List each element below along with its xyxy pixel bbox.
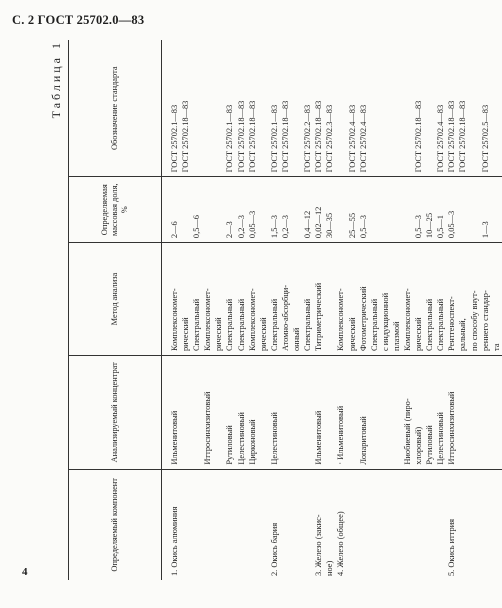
table-cell-line <box>202 181 213 238</box>
table-cell-line: · Ильменитовый <box>336 405 346 465</box>
table-cell-line: 3. Железо (закис- <box>314 514 324 576</box>
table-cell-line: Атомно-абсорбци- <box>280 284 290 351</box>
table-cell-line <box>469 360 480 465</box>
table-cell-line: онный <box>292 327 302 351</box>
table-cell-line <box>291 360 302 465</box>
table-cell-line: 25—55 <box>347 212 357 239</box>
table-cell-line <box>391 360 402 465</box>
table-cell-line: ГОСТ 25702.18—83 <box>181 100 191 173</box>
table-cell-line <box>191 44 202 172</box>
rotated-table-block <box>49 34 501 580</box>
table-cell-line <box>180 360 191 465</box>
table-cell-line <box>391 44 402 172</box>
table-cell-line: 30—35 <box>325 212 335 239</box>
table-cell-line <box>358 474 369 576</box>
table-cell-line <box>457 474 468 576</box>
table-cell-line: Комплексономет- <box>170 288 179 351</box>
table-cell-line: Комплексономет- <box>247 288 257 351</box>
table-cell-line <box>347 360 358 465</box>
table-cell-line: 0,2—3 <box>236 215 246 239</box>
table-cell-line <box>402 474 413 576</box>
table-cell-line: с индукционной <box>380 292 390 351</box>
table-cell-line <box>302 360 313 465</box>
table-cell-line <box>491 44 502 172</box>
table-cell-line: 0,05—3 <box>447 210 457 239</box>
table-cell-line: 1. Окись алюминия <box>170 506 179 576</box>
table-cell-line <box>291 474 302 576</box>
table-cell-line <box>280 360 291 465</box>
table-cell-line <box>258 181 269 238</box>
column-concentrate <box>162 356 502 470</box>
column-method <box>162 243 502 356</box>
table-cell-line: ГОСТ 25702.1—83 <box>225 104 235 173</box>
table-cell-line: рический <box>258 317 268 351</box>
table-cell-line: Рентгеноспект- <box>447 296 457 351</box>
table-cell-line <box>391 181 402 238</box>
table-cell-line <box>480 360 491 465</box>
table-cell-line <box>236 474 247 576</box>
header-mass-fraction: Определяемая массовая доля, % <box>69 177 162 243</box>
table-cell-line <box>335 44 346 172</box>
table-cell-line <box>369 181 380 238</box>
table-cell-line: ГОСТ 25702.2—83 <box>303 104 313 173</box>
table-cell-line: Фотометрический <box>358 286 368 351</box>
table-cell-line: Спектральный <box>192 298 202 351</box>
table-cell-line <box>213 360 224 465</box>
standards-table <box>68 40 502 580</box>
column-mass-fraction <box>162 177 502 243</box>
table-cell-line <box>258 360 269 465</box>
table-cell-line: Целестиновый <box>269 412 279 465</box>
table-cell-line: 0,5—3 <box>358 215 368 239</box>
table-cell-line <box>402 181 413 238</box>
table-cell-line <box>469 181 480 238</box>
table-cell-line: Целестиновый <box>436 412 446 465</box>
column-component <box>162 469 502 580</box>
header-standard: Обозначение стандарта <box>69 40 162 177</box>
header-concentrate: Анализируемый концентрат <box>69 356 162 470</box>
table-cell-line <box>491 474 502 576</box>
table-cell-line: 2—6 <box>170 221 179 239</box>
table-cell-line <box>369 474 380 576</box>
table-cell-line: ГОСТ 25702.18—83 <box>314 100 324 173</box>
table-cell-line: Рутиловый <box>425 425 435 465</box>
table-cell-line <box>202 474 213 576</box>
table-cell-line <box>180 181 191 238</box>
table-cell-line <box>391 474 402 576</box>
table-cell-line: Комплексономет- <box>336 288 346 351</box>
table-cell-line: ГОСТ 25702.18—83 <box>280 100 290 173</box>
table-cell-line <box>213 474 224 576</box>
table-cell-line: 0,5—1 <box>436 215 446 239</box>
table-cell-line <box>491 181 502 238</box>
header-method: Метод анализа <box>69 243 162 356</box>
table-cell-line <box>413 474 424 576</box>
table-cell-line <box>457 360 468 465</box>
table-cell-line <box>191 474 202 576</box>
table-cell-line: Ильменитовый <box>170 410 179 465</box>
table-cell-line <box>202 44 213 172</box>
page-header: С. 2 ГОСТ 25702.0—83 <box>12 13 145 27</box>
table-cell-line: Целестиновый <box>236 412 246 465</box>
table-cell-line: 0,5—6 <box>192 215 202 239</box>
table-cell-line <box>347 474 358 576</box>
column-standard <box>162 40 502 177</box>
table-cell-line: 2—3 <box>225 221 235 239</box>
table-cell-line: Ниобиевый (пиро- <box>402 398 412 465</box>
table-cell-line <box>424 44 435 172</box>
table-cell-line <box>469 474 480 576</box>
table-cell-line: 10—25 <box>425 212 435 239</box>
table-cell-line: рический <box>347 317 357 351</box>
table-cell-line: Иттросинхизитовый <box>447 391 457 465</box>
table-cell-line: ГОСТ 25702.4—83 <box>358 104 368 173</box>
table-cell-line: рический <box>414 317 424 351</box>
table-cell-line: 0,02—12 <box>314 206 324 239</box>
table-cell-line: Спектральный <box>425 298 435 351</box>
table-cell-line: ральный, <box>458 318 468 351</box>
table-caption: Таблица 1 <box>49 40 63 119</box>
table-cell-line <box>224 474 235 576</box>
table-cell-line <box>491 360 502 465</box>
table-cell-line: Комплексономет- <box>402 288 412 351</box>
table-cell-line: реннего стандар- <box>480 290 490 351</box>
table-cell-line <box>435 474 446 576</box>
table-cell-line: рический <box>181 317 191 351</box>
table-cell-line <box>380 181 391 238</box>
table-cell-line: 2. Окись бария <box>269 522 279 576</box>
table-cell-line: 4. Железо (общее) <box>336 511 346 576</box>
table-cell-line <box>424 474 435 576</box>
table-cell-line: по способу внут- <box>469 290 479 351</box>
table-cell-line: ное) <box>325 560 335 576</box>
table-cell-line <box>335 181 346 238</box>
table-cell-line: 0,4—12 <box>303 210 313 239</box>
table-cell-line <box>402 44 413 172</box>
table-cell-line: ГОСТ 25702.18—83 <box>247 100 257 173</box>
table-cell-line: Иттросинхизитовый <box>203 391 213 465</box>
table-cell-line: 5. Окись иттрия <box>447 518 457 576</box>
table-cell-line: Спектральный <box>369 298 379 351</box>
table-cell-line <box>380 44 391 172</box>
table-cell-line: ГОСТ 25702.18—83 <box>458 100 468 173</box>
table-cell-line <box>258 44 269 172</box>
table-cell-line <box>291 181 302 238</box>
table-cell-line: Лопаритовый <box>358 416 368 465</box>
table-cell-line <box>191 360 202 465</box>
table-cell-line: 1,5—3 <box>269 215 279 239</box>
table-cell-line <box>280 474 291 576</box>
table-cell-line: Ильменитовый <box>314 410 324 465</box>
page-number: 4 <box>22 566 28 578</box>
header-component: Определяемый компонент <box>69 469 162 580</box>
table-cell-line: 0,2—3 <box>280 215 290 239</box>
table-cell-line: 1—3 <box>480 221 490 239</box>
table-cell-line <box>457 181 468 238</box>
table-cell-line: плазмой <box>391 321 401 351</box>
table-cell-line <box>369 44 380 172</box>
table-cell-line <box>480 474 491 576</box>
table-cell-line <box>213 181 224 238</box>
table-cell-line <box>380 360 391 465</box>
table-cell-line <box>324 360 335 465</box>
table-cell-line <box>180 474 191 576</box>
table-cell-line: 0,5—3 <box>414 215 424 239</box>
table-cell-line: ГОСТ 25702.18—83 <box>236 100 246 173</box>
table-cell-line: Спектральный <box>436 298 446 351</box>
table-cell-line: 0,05—3 <box>247 210 257 239</box>
table-cell-line: ГОСТ 25702.3—83 <box>325 104 335 173</box>
table-cell-line: ГОСТ 25702.4—83 <box>347 104 357 173</box>
table-cell-line: рический <box>214 317 224 351</box>
table-cell-line: Титриметрический <box>314 282 324 351</box>
table-cell-line <box>302 474 313 576</box>
table-cell-line: Рутиловый <box>225 425 235 465</box>
table-cell-line <box>469 44 480 172</box>
table-cell-line <box>247 474 258 576</box>
table-cell-line: Комплексономет- <box>203 288 213 351</box>
table-cell-line <box>380 474 391 576</box>
table-cell-line: Цирконовый <box>247 419 257 465</box>
table-cell-line <box>291 44 302 172</box>
table-cell-line: ГОСТ 25702.4—83 <box>436 104 446 173</box>
table-cell-line: ГОСТ 25702.1—83 <box>170 104 179 173</box>
table-cell-line: ГОСТ 25702.1—83 <box>269 104 279 173</box>
table-cell-line: ГОСТ 25702.5—83 <box>480 104 490 173</box>
table-cell-line: Спектральный <box>303 298 313 351</box>
table-cell-line: Спектральный <box>236 298 246 351</box>
table-header-row <box>69 40 162 580</box>
table-cell-line: та <box>491 343 501 351</box>
table-cell-line: хлоровый) <box>414 426 424 465</box>
table-cell-line: Спектральный <box>269 298 279 351</box>
table-cell-line: Спектральный <box>225 298 235 351</box>
table-cell-line <box>213 44 224 172</box>
table-body-row <box>162 40 502 580</box>
table-cell-line: ГОСТ 25702.18—83 <box>447 100 457 173</box>
table-cell-line: ГОСТ 25702.18—83 <box>414 100 424 173</box>
table-cell-line <box>324 247 335 351</box>
table-cell-line <box>258 474 269 576</box>
table-cell-line <box>369 360 380 465</box>
